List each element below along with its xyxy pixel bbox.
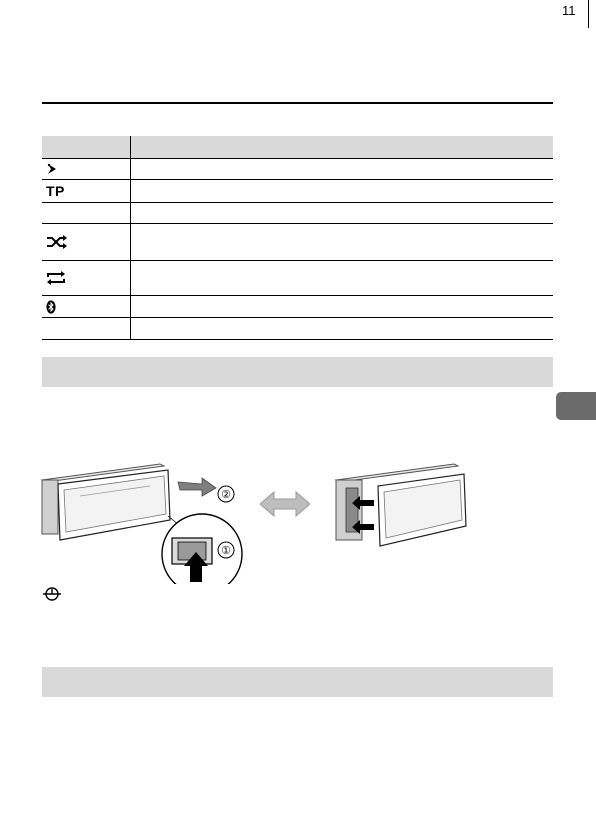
- detach-panel-illustration: [40, 456, 250, 584]
- table-row: [42, 318, 553, 340]
- section-bar-detach: [42, 357, 553, 387]
- digital-radio-icon: [46, 163, 58, 175]
- description-cell: [131, 296, 554, 318]
- header-description-col: [131, 136, 554, 159]
- page-number: 11: [562, 3, 576, 18]
- tp-icon: TP: [46, 183, 65, 199]
- indicator-cell: [42, 318, 131, 340]
- table-row: [42, 261, 553, 296]
- table-row: [42, 180, 553, 203]
- page-edge-line: [588, 0, 589, 28]
- indicator-cell: [42, 203, 131, 224]
- description-cell: [131, 180, 554, 203]
- table-header-row: [42, 136, 553, 159]
- shuffle-icon: [46, 235, 68, 249]
- important-icon: [42, 586, 62, 602]
- description-cell: [131, 261, 554, 296]
- indicator-cell: [42, 261, 131, 296]
- indicator-cell: [42, 159, 131, 180]
- bluetooth-icon: [46, 300, 56, 314]
- table-row: [42, 159, 553, 180]
- description-cell: [131, 203, 554, 224]
- indicator-table: [42, 136, 553, 340]
- table-row: [42, 296, 553, 318]
- double-arrow-icon: [260, 490, 310, 518]
- indicator-cell: [42, 224, 131, 261]
- section-heading-rule: [42, 102, 553, 104]
- header-indicator-col: [42, 136, 131, 159]
- repeat-icon: [46, 271, 66, 285]
- description-cell: [131, 318, 554, 340]
- step-2-label: ②: [221, 489, 231, 501]
- description-cell: [131, 224, 554, 261]
- indicator-cell: [42, 296, 131, 318]
- language-side-tab: [556, 392, 596, 420]
- table-row: [42, 224, 553, 261]
- description-cell: [131, 159, 554, 180]
- step-1-label: ①: [221, 545, 231, 557]
- section-bar-next: [42, 667, 553, 697]
- attach-panel-illustration: [334, 456, 470, 552]
- indicator-cell: [42, 180, 131, 203]
- table-row: [42, 203, 553, 224]
